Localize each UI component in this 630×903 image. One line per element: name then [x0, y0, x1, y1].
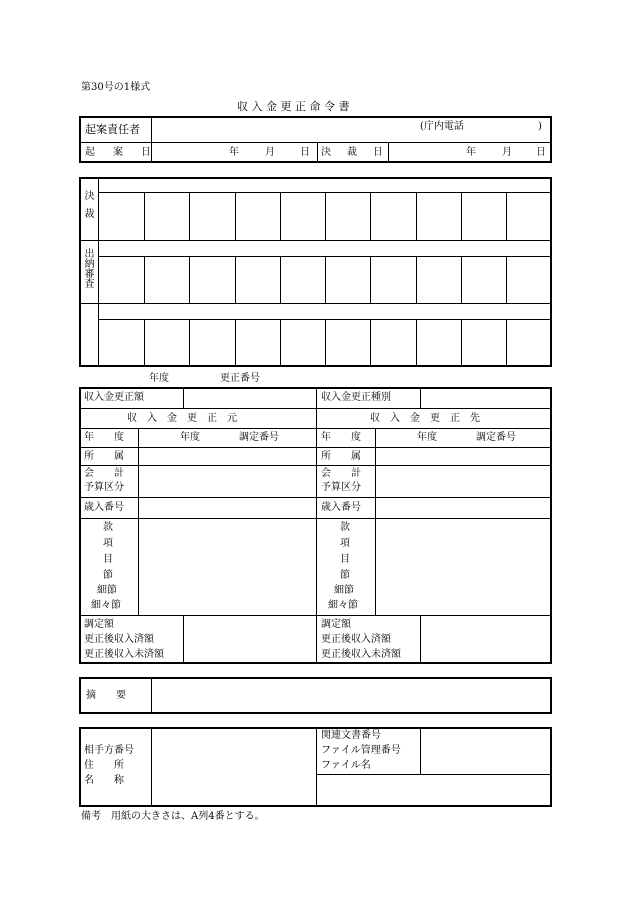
origin-items-field[interactable]	[141, 521, 314, 613]
decision-month-unit: 月	[502, 147, 512, 158]
dest-shozoku: 所 属	[321, 451, 361, 462]
origin-item-moku: 目	[103, 554, 113, 565]
drafter-field[interactable]	[155, 119, 417, 139]
correction-amount-field[interactable]	[186, 390, 314, 406]
form-number: 第30号の1様式	[81, 82, 151, 93]
dest-shozoku-field[interactable]	[378, 449, 549, 464]
dest-chotei-no: 調定番号	[476, 432, 516, 443]
origin-item-saisaisetsu: 細々節	[91, 600, 121, 611]
origin-yosan: 予算区分	[84, 482, 124, 493]
dest-title: 収 入 金 更 正 先	[370, 413, 480, 424]
origin-chotei-no: 調定番号	[239, 432, 279, 443]
decision-year-unit: 年	[466, 147, 476, 158]
phone-label: (庁内電話	[420, 121, 464, 132]
file-info-field[interactable]	[423, 730, 549, 772]
dest-after-unreceived: 更正後収入未済額	[321, 649, 401, 660]
origin-sainyu: 歳入番号	[84, 502, 124, 513]
decision-day-unit: 日	[536, 147, 546, 158]
correction-kind-label: 収入金更正種別	[321, 392, 391, 403]
approval-box	[79, 177, 552, 367]
origin-shozoku-field[interactable]	[141, 449, 314, 464]
dest-after-received: 更正後収入済額	[321, 634, 391, 645]
fiscal-year-label: 年度	[149, 373, 169, 384]
related-doc-label: 関連文書番号	[321, 730, 381, 741]
suito-label: 出納審査	[82, 248, 93, 288]
origin-kaikei-field[interactable]	[141, 468, 314, 495]
origin-item-saisetsu: 細節	[97, 585, 117, 596]
dest-item-moku: 目	[340, 554, 350, 565]
origin-amount-field[interactable]	[186, 618, 314, 662]
dest-sainyu: 歳入番号	[321, 502, 361, 513]
draft-day-unit: 日	[300, 147, 310, 158]
origin-shozoku: 所 属	[84, 451, 124, 462]
summary-label: 摘 要	[86, 690, 126, 701]
correction-amount-label: 収入金更正額	[84, 392, 144, 403]
dest-items-field[interactable]	[378, 521, 549, 613]
origin-title: 収 入 金 更 正 元	[127, 413, 237, 424]
note: 備考 用紙の大きさは、A列4番とする。	[81, 811, 265, 822]
partner-field[interactable]	[154, 730, 314, 804]
dest-chotei-amount: 調定額	[321, 619, 351, 630]
partner-extra-field[interactable]	[319, 777, 549, 804]
dest-nendo-label: 年 度	[321, 432, 361, 443]
draft-date-label: 起 案 日	[85, 147, 155, 158]
origin-item-setsu: 節	[103, 570, 113, 581]
drafter-label: 起案責任者	[85, 123, 140, 136]
origin-after-received: 更正後収入済額	[84, 634, 154, 645]
dest-amount-field[interactable]	[423, 618, 549, 662]
address-label: 住 所	[84, 760, 124, 771]
dest-item-setsu: 節	[340, 570, 350, 581]
dest-nendo-unit: 年度	[417, 432, 437, 443]
kessai-label: 決裁	[82, 190, 93, 226]
phone-field[interactable]	[478, 119, 538, 139]
file-name-label: ファイル名	[321, 760, 371, 771]
origin-nendo-label: 年 度	[84, 432, 124, 443]
summary-field[interactable]	[154, 680, 549, 711]
dest-item-kan: 款	[340, 522, 350, 533]
origin-after-unreceived: 更正後収入未済額	[84, 649, 164, 660]
dest-kaikei: 会 計	[321, 468, 361, 479]
origin-kaikei: 会 計	[84, 468, 124, 479]
draft-month-unit: 月	[265, 147, 275, 158]
phone-close: )	[538, 121, 542, 132]
dest-sainyu-field[interactable]	[378, 500, 549, 516]
decision-date-label: 決 裁 日	[321, 147, 386, 158]
file-no-label: ファイル管理番号	[321, 745, 401, 756]
name-label: 名 称	[84, 775, 124, 786]
dest-item-saisetsu: 細節	[334, 585, 354, 596]
draft-year-unit: 年	[229, 147, 239, 158]
page-title: 収 入 金 更 正 命 令 書	[237, 100, 350, 113]
dest-kaikei-field[interactable]	[378, 468, 549, 495]
dest-yosan: 予算区分	[321, 482, 361, 493]
dest-item-kou: 項	[340, 538, 350, 549]
origin-sainyu-field[interactable]	[141, 500, 314, 516]
correction-kind-field[interactable]	[423, 390, 549, 406]
origin-chotei-amount: 調定額	[84, 619, 114, 630]
dest-item-saisaisetsu: 細々節	[328, 600, 358, 611]
partner-no-label: 相手方番号	[84, 745, 134, 756]
origin-item-kou: 項	[103, 538, 113, 549]
origin-item-kan: 款	[103, 522, 113, 533]
correction-no-label: 更正番号	[220, 373, 260, 384]
origin-nendo-unit: 年度	[180, 432, 200, 443]
